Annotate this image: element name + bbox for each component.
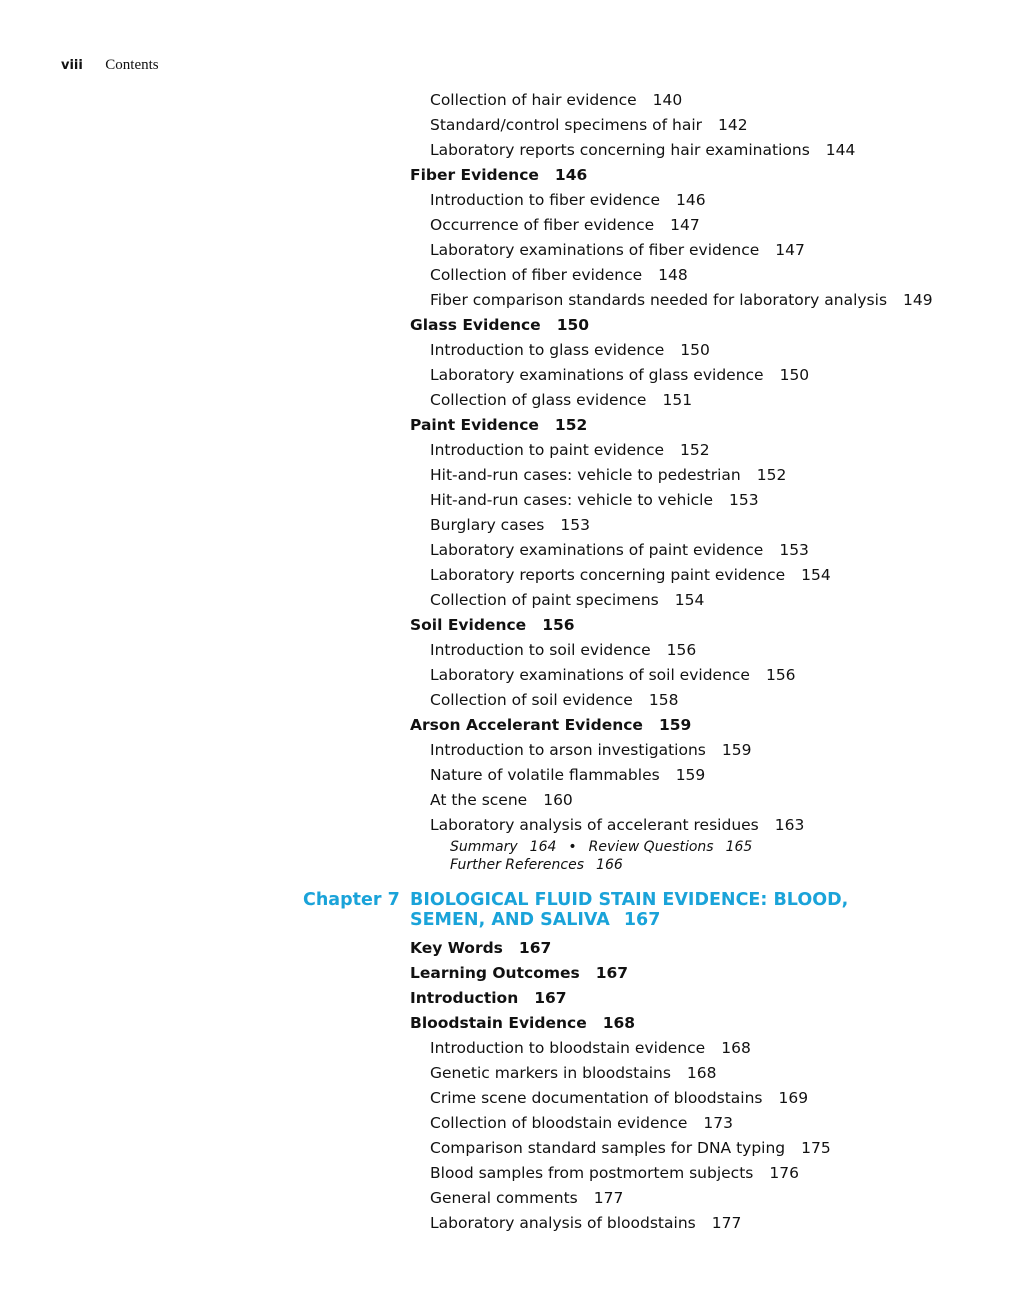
- chapter-title: BIOLOGICAL FLUID STAIN EVIDENCE: BLOOD, SEMEN, AND SALIVA: [410, 890, 849, 930]
- toc-entry-title: Introduction to fiber evidence: [430, 191, 660, 209]
- toc-subsection-entry: [0, 538, 1020, 563]
- toc-entry-page: 167: [534, 989, 567, 1007]
- toc-entry-title: Glass Evidence: [410, 316, 541, 334]
- toc-entry-title: Laboratory examinations of fiber evidence: [430, 241, 760, 259]
- toc-entry-title: Nature of volatile flammables: [430, 766, 660, 784]
- toc-entry-title: Laboratory analysis of accelerant residues: [430, 816, 759, 834]
- toc-entry-title: Soil Evidence: [410, 616, 527, 634]
- toc-entry-page: 153: [729, 491, 759, 509]
- toc-subsection-entry: [0, 338, 1020, 363]
- toc-endmatter-line-1: [0, 838, 1020, 856]
- toc-entry-page: 173: [703, 1114, 733, 1132]
- toc-entry-page: 150: [556, 316, 590, 334]
- toc-entry-title: Key Words: [410, 939, 503, 957]
- chapter-page: 167: [623, 910, 661, 930]
- chapter-label: Chapter 7: [303, 890, 400, 910]
- toc-entry-title: Introduction to glass evidence: [430, 341, 665, 359]
- toc-entry-page: 152: [756, 466, 787, 484]
- toc-entry-page: 163: [774, 816, 805, 834]
- toc-entry-title: Burglary cases: [430, 516, 545, 534]
- toc-entry-page: 150: [779, 366, 810, 384]
- toc-section-entry: [0, 313, 1020, 338]
- toc-subsection-entry: [0, 638, 1020, 663]
- running-head-title: Contents: [105, 57, 159, 73]
- toc-entry-title: Collection of fiber evidence: [430, 266, 643, 284]
- toc-entry-title: Introduction to arson investigations: [430, 741, 706, 759]
- toc-entry-page: 156: [765, 666, 796, 684]
- toc-entry-page: 168: [721, 1039, 751, 1057]
- toc-entry-page: 176: [769, 1164, 799, 1182]
- toc-entry-page: 153: [779, 541, 809, 559]
- toc-subsection-entry: [0, 1186, 1020, 1211]
- toc-entry-title: Genetic markers in bloodstains: [430, 1064, 671, 1082]
- toc-entry-title: Hit-and-run cases: vehicle to pedestrian: [430, 466, 741, 484]
- toc-subsection-entry: [0, 113, 1020, 138]
- chapter-heading: [0, 890, 1020, 934]
- toc-subsection-entry: [0, 213, 1020, 238]
- toc-entry-title: Collection of paint specimens: [430, 591, 659, 609]
- toc-bullet: •: [568, 839, 577, 855]
- toc-entry-page: 177: [711, 1214, 742, 1232]
- toc-subsection-entry: [0, 688, 1020, 713]
- toc-section-entry: [0, 413, 1020, 438]
- toc-subsection-entry: [0, 488, 1020, 513]
- toc-entry-title: Laboratory reports concerning paint evidence: [430, 566, 786, 584]
- toc-subsection-entry: [0, 763, 1020, 788]
- toc-entry-page: 168: [602, 1014, 636, 1032]
- toc-entry-title: Collection of hair evidence: [430, 91, 637, 109]
- toc-entry-title: Learning Outcomes: [410, 964, 580, 982]
- toc-entry-page: 144: [825, 141, 856, 159]
- toc-entry-title: Laboratory analysis of bloodstains: [430, 1214, 696, 1232]
- toc-entry-title: Laboratory examinations of paint evidence: [430, 541, 764, 559]
- toc-entry-title: Collection of soil evidence: [430, 691, 633, 709]
- toc-summary-page: 164: [529, 839, 557, 855]
- toc-entry-title: Arson Accelerant Evidence: [410, 716, 643, 734]
- toc-entry-page: 158: [648, 691, 679, 709]
- table-of-contents: [0, 88, 1020, 1236]
- toc-subsection-entry: [0, 813, 1020, 838]
- toc-further-page: 166: [596, 857, 623, 873]
- toc-entries-after-chapter: [0, 936, 1020, 1236]
- toc-subsection-entry: [0, 1211, 1020, 1236]
- toc-subsection-entry: [0, 563, 1020, 588]
- toc-subsection-entry: [0, 88, 1020, 113]
- toc-entry-title: Collection of glass evidence: [430, 391, 647, 409]
- toc-subsection-entry: [0, 463, 1020, 488]
- toc-entry-page: 152: [680, 441, 710, 459]
- toc-entry-title: Introduction to soil evidence: [430, 641, 651, 659]
- toc-entry-title: Occurrence of fiber evidence: [430, 216, 655, 234]
- toc-entry-title: Introduction to paint evidence: [430, 441, 665, 459]
- toc-entry-page: 146: [554, 166, 588, 184]
- toc-subsection-entry: [0, 1111, 1020, 1136]
- toc-entry-page: 153: [560, 516, 590, 534]
- toc-entry-title: Fiber Evidence: [410, 166, 539, 184]
- toc-subsection-entry: [0, 288, 1020, 313]
- toc-entry-title: Standard/control specimens of hair: [430, 116, 702, 134]
- toc-section-entry: [0, 961, 1020, 986]
- toc-entry-title: Blood samples from postmortem subjects: [430, 1164, 754, 1182]
- toc-entry-page: 142: [718, 116, 748, 134]
- toc-subsection-entry: [0, 363, 1020, 388]
- toc-section-entry: [0, 163, 1020, 188]
- toc-entry-page: 156: [542, 616, 575, 634]
- toc-subsection-entry: [0, 263, 1020, 288]
- toc-summary-label: Summary: [450, 839, 518, 855]
- toc-review-page: 165: [725, 839, 753, 855]
- toc-entry-page: 167: [595, 964, 629, 982]
- toc-section-entry: [0, 1011, 1020, 1036]
- toc-entry-page: 177: [593, 1189, 624, 1207]
- toc-subsection-entry: [0, 188, 1020, 213]
- toc-entry-title: Collection of bloodstain evidence: [430, 1114, 688, 1132]
- toc-entry-title: Laboratory examinations of soil evidence: [430, 666, 750, 684]
- toc-entry-page: 175: [801, 1139, 831, 1157]
- toc-subsection-entry: [0, 738, 1020, 763]
- toc-entry-title: Introduction to bloodstain evidence: [430, 1039, 706, 1057]
- toc-entry-page: 152: [554, 416, 588, 434]
- toc-subsection-entry: [0, 588, 1020, 613]
- toc-entry-page: 159: [721, 741, 752, 759]
- toc-entry-page: 169: [778, 1089, 809, 1107]
- toc-entry-page: 159: [658, 716, 692, 734]
- toc-entry-page: 148: [658, 266, 688, 284]
- toc-entry-title: Crime scene documentation of bloodstains: [430, 1089, 763, 1107]
- toc-subsection-entry: [0, 788, 1020, 813]
- toc-entry-title: At the scene: [430, 791, 528, 809]
- page-folio: viii: [61, 58, 83, 73]
- toc-subsection-entry: [0, 388, 1020, 413]
- toc-subsection-entry: [0, 438, 1020, 463]
- toc-entry-title: Laboratory examinations of glass evidence: [430, 366, 764, 384]
- toc-entry-title: Bloodstain Evidence: [410, 1014, 587, 1032]
- toc-entries-before-chapter: [0, 88, 1020, 838]
- toc-review-label: Review Questions: [588, 839, 714, 855]
- toc-subsection-entry: [0, 1086, 1020, 1111]
- toc-entry-page: 140: [652, 91, 683, 109]
- toc-section-entry: [0, 613, 1020, 638]
- toc-entry-title: General comments: [430, 1189, 578, 1207]
- toc-entry-title: Introduction: [410, 989, 519, 1007]
- toc-entry-page: 159: [675, 766, 706, 784]
- toc-endmatter-line-2: [0, 856, 1020, 874]
- toc-entry-page: 146: [676, 191, 706, 209]
- toc-subsection-entry: [0, 1061, 1020, 1086]
- toc-entry-page: 160: [543, 791, 573, 809]
- toc-entry-page: 149: [903, 291, 933, 309]
- toc-subsection-entry: [0, 238, 1020, 263]
- toc-subsection-entry: [0, 1036, 1020, 1061]
- toc-entry-page: 151: [662, 391, 693, 409]
- toc-entry-page: 147: [670, 216, 700, 234]
- toc-subsection-entry: [0, 663, 1020, 688]
- running-head: [61, 57, 159, 74]
- toc-entry-page: 168: [686, 1064, 717, 1082]
- toc-section-entry: [0, 986, 1020, 1011]
- toc-subsection-entry: [0, 1136, 1020, 1161]
- toc-entry-page: 156: [666, 641, 697, 659]
- toc-further-label: Further References: [450, 857, 585, 873]
- toc-entry-page: 147: [775, 241, 805, 259]
- toc-entry-page: 167: [518, 939, 552, 957]
- toc-entry-title: Comparison standard samples for DNA typing: [430, 1139, 786, 1157]
- toc-entry-page: 154: [674, 591, 705, 609]
- toc-subsection-entry: [0, 1161, 1020, 1186]
- toc-subsection-entry: [0, 138, 1020, 163]
- toc-entry-title: Laboratory reports concerning hair examinations: [430, 141, 810, 159]
- toc-entry-title: Fiber comparison standards needed for laboratory analysis: [430, 291, 888, 309]
- toc-entry-title: Paint Evidence: [410, 416, 539, 434]
- toc-entry-title: Hit-and-run cases: vehicle to vehicle: [430, 491, 714, 509]
- toc-section-entry: [0, 936, 1020, 961]
- chapter-title-block: [410, 890, 920, 930]
- toc-entry-page: 150: [680, 341, 710, 359]
- toc-entry-page: 154: [801, 566, 831, 584]
- toc-subsection-entry: [0, 513, 1020, 538]
- toc-section-entry: [0, 713, 1020, 738]
